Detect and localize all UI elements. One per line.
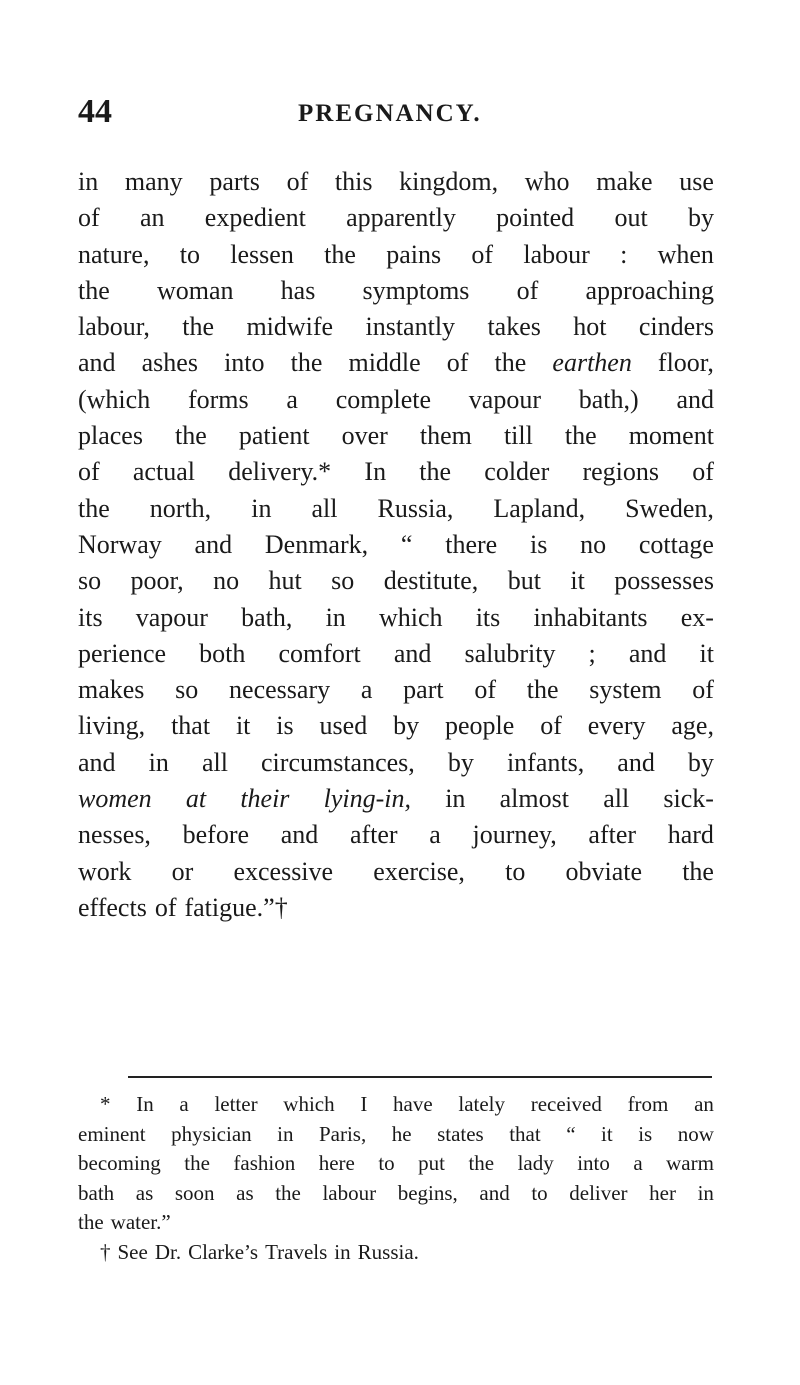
footnote-line: bath as soon as the labour begins, and to deliver her in xyxy=(78,1180,714,1205)
body-line: work or excessive exercise, to obviate the xyxy=(78,856,714,886)
body-line: of actual delivery.* In the colder regions of xyxy=(78,457,714,487)
body-text xyxy=(78,164,714,926)
footnote-divider xyxy=(128,1076,712,1078)
body-line: perience both comfort and salubrity ; and it xyxy=(78,638,714,668)
body-line: the woman has symptoms of approaching xyxy=(78,275,714,305)
page-number: 44 xyxy=(78,93,112,130)
page-header xyxy=(78,92,740,132)
body-line: living, that it is used by people of every age, xyxy=(78,711,714,741)
footnote-line: * In a letter which I have lately received from an xyxy=(100,1092,714,1116)
body-line: places the patient over them till the moment xyxy=(78,421,714,451)
body-line: and ashes into the middle of the earthen floor, xyxy=(78,348,714,378)
body-line: its vapour bath, in which its inhabitants ex- xyxy=(78,602,714,632)
body-line: nesses, before and after a journey, after hard xyxy=(78,820,714,850)
footnote-line: † See Dr. Clarke’s Travels in Russia. xyxy=(100,1239,419,1264)
body-line: so poor, no hut so destitute, but it possesses xyxy=(78,566,714,596)
footnote-line: becoming the fashion here to put the lady into a warm xyxy=(78,1151,714,1175)
footnote-line: the water.” xyxy=(78,1210,171,1234)
footnotes xyxy=(78,1090,714,1267)
body-line: and in all circumstances, by infants, and by xyxy=(78,747,714,777)
body-line: effects of fatigue.”† xyxy=(78,892,288,922)
body-line: nature, to lessen the pains of labour : when xyxy=(78,239,714,269)
body-line: (which forms a complete vapour bath,) and xyxy=(78,384,714,414)
body-line: Norway and Denmark, “ there is no cottage xyxy=(78,529,714,559)
body-line: women at their lying-in, in almost all sick- xyxy=(78,784,714,814)
running-head: PREGNANCY. xyxy=(298,100,482,127)
body-line: of an expedient apparently pointed out by xyxy=(78,203,714,233)
body-line: the north, in all Russia, Lapland, Sweden, xyxy=(78,493,714,523)
footnote-line: eminent physician in Paris, he states that “ it is now xyxy=(78,1121,714,1146)
body-line: makes so necessary a part of the system of xyxy=(78,675,714,705)
body-line: in many parts of this kingdom, who make use xyxy=(78,167,714,196)
body-line: labour, the midwife instantly takes hot cinders xyxy=(78,312,714,342)
